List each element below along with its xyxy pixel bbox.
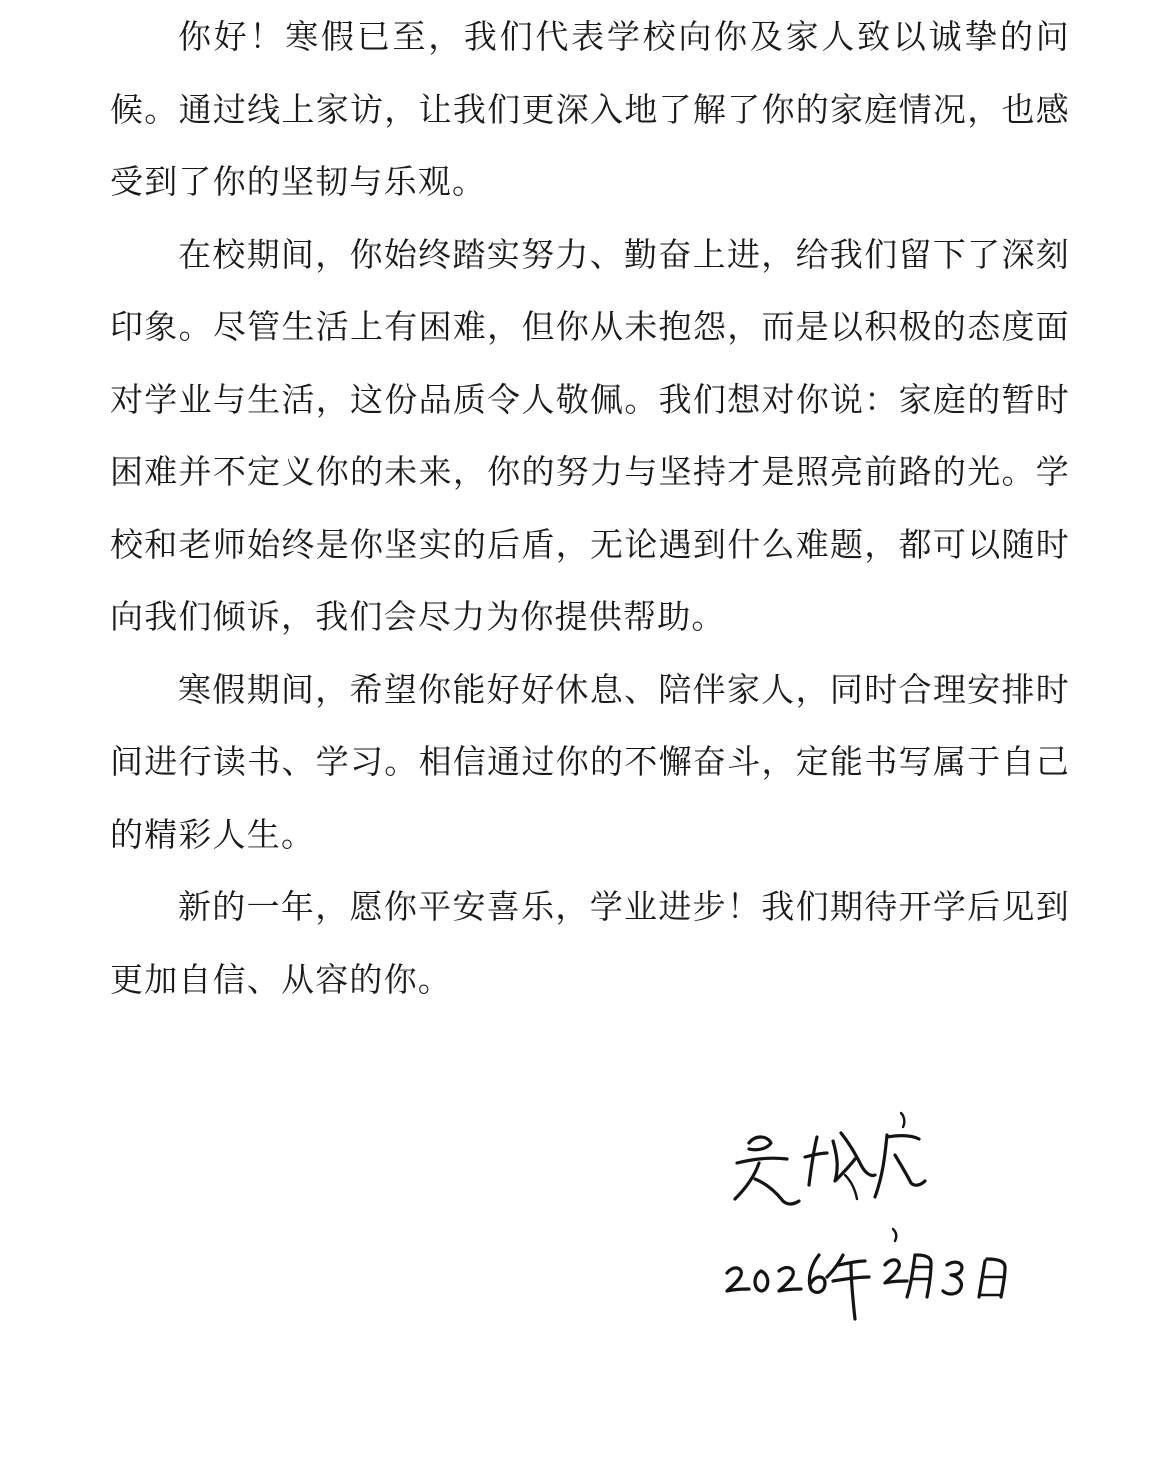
letter-body — [110, 0, 1070, 1016]
paragraph-school-life: 在校期间，你始终踏实努力、勤奋上进，给我们留下了深刻印象。尽管生活上有困难，但你从未抱怨，而是以积极的态度面对学业与生活，这份品质令人敬佩。我们想对你说：家庭的暂时困难并不定义你的未来，你的努力与坚持才是照亮前路的光。学校和老师始终是你坚实的后盾，无论遇到什么难题，都可以随时向我们倾诉，我们会尽力为你提供帮助。 — [110, 234, 1070, 636]
paragraph-greeting: 你好！寒假已至，我们代表学校向你及家人致以诚挚的问候。通过线上家访，让我们更深入地了解了你的家庭情况，也感受到了你的坚韧与乐观。 — [110, 17, 1070, 201]
paragraph-new-year: 新的一年，愿你平安喜乐，学业进步！我们期待开学后见到更加自信、从容的你。 — [110, 887, 1070, 999]
signature-image — [715, 1105, 1045, 1345]
signature-name-strokes — [735, 1113, 925, 1204]
signature-date-strokes — [727, 1229, 1005, 1319]
paragraph-winter-break: 寒假期间，希望你能好好休息、陪伴家人，同时合理安排时间进行读书、学习。相信通过你的不懈奋斗，定能书写属于自己的精彩人生。 — [110, 669, 1070, 854]
handwritten-signature — [715, 1105, 1045, 1345]
